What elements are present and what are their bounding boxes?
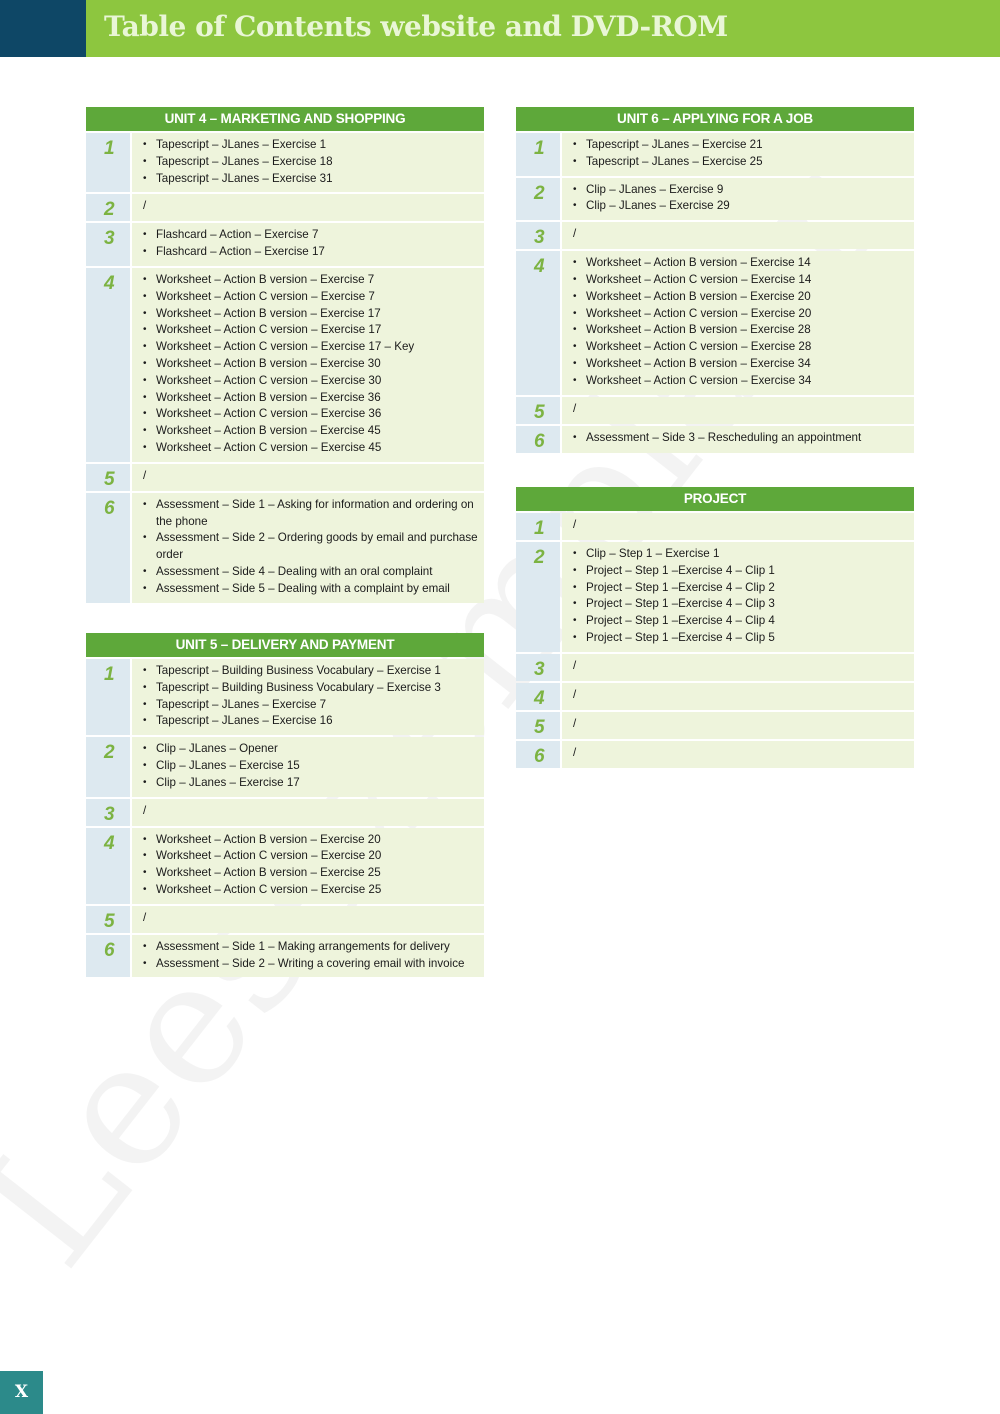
- item-list: [572, 546, 908, 647]
- row-content: [132, 935, 484, 978]
- list-item: • Clip – JLanes – Exercise 9: [572, 182, 908, 199]
- table-row: [516, 683, 914, 710]
- row-content: [132, 464, 484, 491]
- list-item: • Worksheet – Action C version – Exercise 20: [142, 848, 478, 865]
- list-item: • Tapescript – JLanes – Exercise 25: [572, 154, 908, 171]
- list-item: • Clip – JLanes – Exercise 29: [572, 198, 908, 215]
- list-item: • Worksheet – Action B version – Exercise 36: [142, 390, 478, 407]
- table-row: [86, 906, 484, 933]
- row-content: [562, 513, 914, 540]
- list-item: • Project – Step 1 –Exercise 4 – Clip 1: [572, 563, 908, 580]
- list-item: • Tapescript – JLanes – Exercise 21: [572, 137, 908, 154]
- unit-header: UNIT 6 – APPLYING FOR A JOB: [516, 107, 914, 131]
- empty-marker: /: [573, 401, 577, 415]
- table-row: [86, 194, 484, 221]
- table-row: [516, 251, 914, 394]
- table-row: [516, 654, 914, 681]
- table-row: [86, 828, 484, 904]
- list-item: • Clip – JLanes – Exercise 15: [142, 758, 478, 775]
- empty-marker: /: [573, 227, 577, 241]
- list-item: • Assessment – Side 5 – Dealing with a complaint by email: [142, 581, 478, 598]
- list-item: • Worksheet – Action B version – Exercise 28: [572, 322, 908, 339]
- list-item: • Worksheet – Action B version – Exercise 14: [572, 255, 908, 272]
- unit-header: UNIT 5 – DELIVERY AND PAYMENT: [86, 633, 484, 657]
- list-item: • Worksheet – Action C version – Exercise 30: [142, 373, 478, 390]
- row-content: [562, 542, 914, 652]
- unit-header: UNIT 4 – MARKETING AND SHOPPING: [86, 107, 484, 131]
- item-list: [142, 137, 478, 187]
- table-row: [516, 222, 914, 249]
- row-number: 1: [86, 659, 130, 735]
- row-content: [132, 223, 484, 266]
- list-item: • Worksheet – Action B version – Exercise 30: [142, 356, 478, 373]
- row-number: 6: [516, 741, 560, 768]
- empty-marker: /: [573, 687, 577, 701]
- row-content: [562, 178, 914, 221]
- row-number: 1: [516, 133, 560, 176]
- row-content: [562, 397, 914, 424]
- table-row: [86, 133, 484, 192]
- empty-marker: /: [573, 658, 577, 672]
- list-item: • Project – Step 1 –Exercise 4 – Clip 2: [572, 580, 908, 597]
- row-content: [562, 683, 914, 710]
- item-list: [142, 832, 478, 899]
- row-content: [132, 194, 484, 221]
- list-item: • Worksheet – Action B version – Exercise 20: [142, 832, 478, 849]
- item-list: [142, 663, 478, 730]
- table-row: [516, 426, 914, 453]
- table-row: [516, 712, 914, 739]
- item-list: [572, 137, 908, 171]
- list-item: • Tapescript – JLanes – Exercise 1: [142, 137, 478, 154]
- list-item: • Tapescript – Building Business Vocabulary – Exercise 3: [142, 680, 478, 697]
- item-list: [142, 741, 478, 791]
- row-number: 5: [516, 397, 560, 424]
- list-item: • Assessment – Side 2 – Writing a covering email with invoice: [142, 956, 478, 973]
- list-item: • Worksheet – Action C version – Exercise 25: [142, 882, 478, 899]
- row-number: 4: [86, 268, 130, 462]
- row-number: 5: [516, 712, 560, 739]
- empty-marker: /: [573, 716, 577, 730]
- list-item: • Worksheet – Action B version – Exercise 7: [142, 272, 478, 289]
- list-item: • Flashcard – Action – Exercise 17: [142, 244, 478, 261]
- list-item: • Clip – JLanes – Opener: [142, 741, 478, 758]
- list-item: • Worksheet – Action C version – Exercise 17 – Key: [142, 339, 478, 356]
- item-list: [572, 182, 908, 216]
- row-content: [132, 906, 484, 933]
- list-item: • Project – Step 1 –Exercise 4 – Clip 4: [572, 613, 908, 630]
- item-list: [572, 255, 908, 389]
- unit-header: PROJECT: [516, 487, 914, 511]
- row-number: 6: [86, 493, 130, 603]
- list-item: • Tapescript – Building Business Vocabulary – Exercise 1: [142, 663, 478, 680]
- table-row: [516, 513, 914, 540]
- empty-marker: /: [143, 803, 147, 817]
- empty-marker: /: [143, 910, 147, 924]
- list-item: • Worksheet – Action B version – Exercise 17: [142, 306, 478, 323]
- page-number: X: [0, 1371, 43, 1414]
- row-content: [562, 741, 914, 768]
- table-row: [516, 542, 914, 652]
- row-number: 4: [516, 251, 560, 394]
- row-number: 2: [516, 178, 560, 221]
- list-item: • Worksheet – Action C version – Exercise 14: [572, 272, 908, 289]
- list-item: • Worksheet – Action B version – Exercise 25: [142, 865, 478, 882]
- row-content: [562, 222, 914, 249]
- table-row: [516, 741, 914, 768]
- table-row: [86, 223, 484, 266]
- table-row: [86, 464, 484, 491]
- list-item: • Project – Step 1 –Exercise 4 – Clip 3: [572, 596, 908, 613]
- list-item: • Worksheet – Action B version – Exercise 34: [572, 356, 908, 373]
- list-item: • Tapescript – JLanes – Exercise 7: [142, 697, 478, 714]
- row-number: 3: [86, 223, 130, 266]
- empty-marker: /: [143, 468, 147, 482]
- row-content: [132, 737, 484, 796]
- empty-marker: /: [143, 199, 147, 213]
- row-number: 6: [516, 426, 560, 453]
- row-number: 1: [86, 133, 130, 192]
- row-number: 2: [86, 194, 130, 221]
- row-number: 5: [86, 464, 130, 491]
- table-row: [86, 935, 484, 978]
- list-item: • Assessment – Side 3 – Rescheduling an appointment: [572, 430, 908, 447]
- list-item: • Tapescript – JLanes – Exercise 16: [142, 713, 478, 730]
- list-item: • Assessment – Side 1 – Asking for information and ordering on the phone: [142, 497, 478, 531]
- list-item: • Clip – Step 1 – Exercise 1: [572, 546, 908, 563]
- row-number: 2: [86, 737, 130, 796]
- unit-6-table: [516, 107, 914, 453]
- row-content: [562, 133, 914, 176]
- list-item: • Clip – JLanes – Exercise 17: [142, 775, 478, 792]
- list-item: • Flashcard – Action – Exercise 7: [142, 227, 478, 244]
- row-content: [132, 828, 484, 904]
- row-number: 3: [86, 799, 130, 826]
- page-title: Table of Contents website and DVD-ROM: [104, 10, 728, 43]
- list-item: • Worksheet – Action C version – Exercise 36: [142, 406, 478, 423]
- row-content: [132, 659, 484, 735]
- item-list: [572, 430, 908, 447]
- table-row: [86, 268, 484, 462]
- row-content: [562, 712, 914, 739]
- list-item: • Worksheet – Action C version – Exercise 34: [572, 373, 908, 390]
- item-list: [142, 939, 478, 973]
- project-table: [516, 487, 914, 768]
- list-item: • Assessment – Side 1 – Making arrangements for delivery: [142, 939, 478, 956]
- list-item: • Project – Step 1 –Exercise 4 – Clip 5: [572, 630, 908, 647]
- list-item: • Assessment – Side 2 – Ordering goods by email and purchase order: [142, 530, 478, 564]
- item-list: [142, 272, 478, 457]
- header-accent-block: [0, 0, 86, 57]
- table-row: [516, 133, 914, 176]
- unit-5-table: [86, 633, 484, 977]
- list-item: • Worksheet – Action C version – Exercise 17: [142, 322, 478, 339]
- row-content: [562, 654, 914, 681]
- list-item: • Assessment – Side 4 – Dealing with an oral complaint: [142, 564, 478, 581]
- row-number: 4: [516, 683, 560, 710]
- row-number: 6: [86, 935, 130, 978]
- unit-4-table: [86, 107, 484, 603]
- table-row: [86, 659, 484, 735]
- row-content: [562, 426, 914, 453]
- row-content: [132, 799, 484, 826]
- list-item: • Worksheet – Action C version – Exercise 20: [572, 306, 908, 323]
- list-item: • Worksheet – Action B version – Exercise 20: [572, 289, 908, 306]
- empty-marker: /: [573, 518, 577, 531]
- row-content: [562, 251, 914, 394]
- row-content: [132, 493, 484, 603]
- row-number: 2: [516, 542, 560, 652]
- list-item: • Worksheet – Action B version – Exercise 45: [142, 423, 478, 440]
- list-item: • Worksheet – Action C version – Exercise 45: [142, 440, 478, 457]
- list-item: • Tapescript – JLanes – Exercise 31: [142, 171, 478, 188]
- item-list: [142, 227, 478, 261]
- row-number: 5: [86, 906, 130, 933]
- table-row: [516, 178, 914, 221]
- row-content: [132, 268, 484, 462]
- row-number: 3: [516, 222, 560, 249]
- table-row: [86, 799, 484, 826]
- row-number: 1: [516, 513, 560, 540]
- row-number: 4: [86, 828, 130, 904]
- list-item: • Worksheet – Action C version – Exercise 28: [572, 339, 908, 356]
- item-list: [142, 497, 478, 598]
- empty-marker: /: [573, 745, 577, 759]
- table-row: [86, 737, 484, 796]
- table-row: [86, 493, 484, 603]
- list-item: • Worksheet – Action C version – Exercise 7: [142, 289, 478, 306]
- list-item: • Tapescript – JLanes – Exercise 18: [142, 154, 478, 171]
- row-number: 3: [516, 654, 560, 681]
- row-content: [132, 133, 484, 192]
- table-row: [516, 397, 914, 424]
